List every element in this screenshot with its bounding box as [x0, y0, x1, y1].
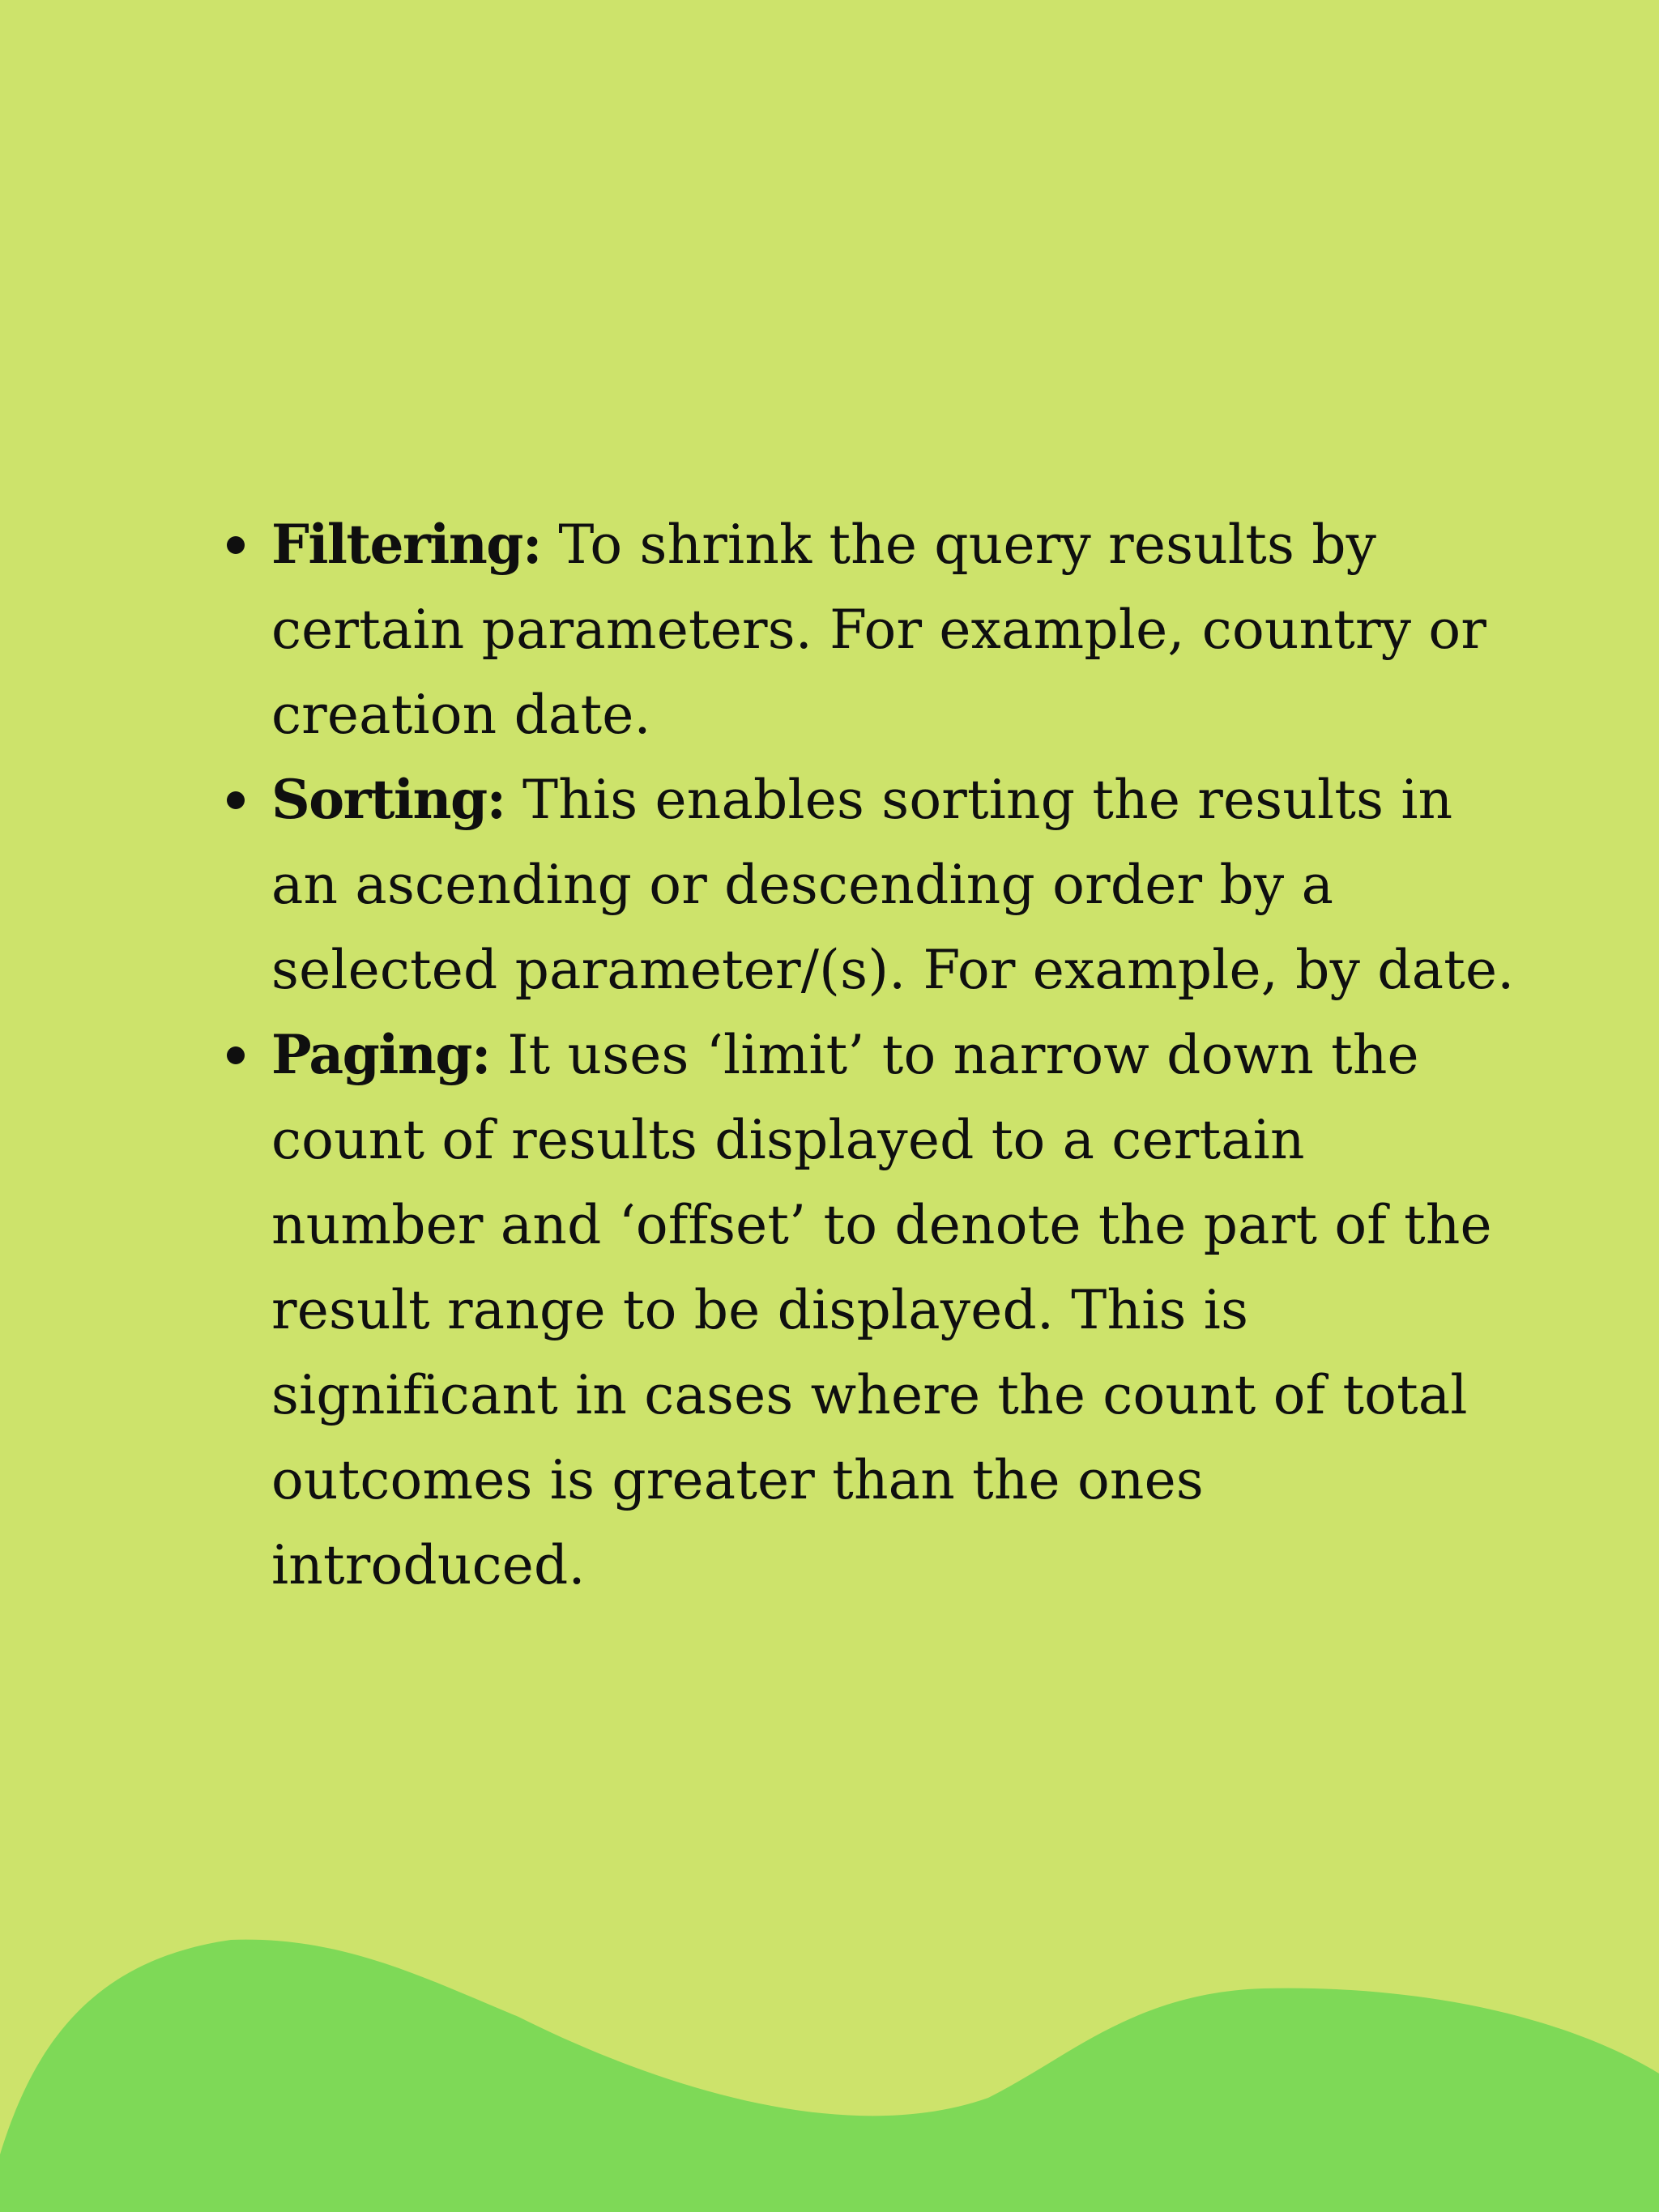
description-sorting: This enables sorting the results in an ascending or descending order by a selected parameter/(s). For example, by date.	[271, 769, 1515, 1001]
term-paging: Paging:	[271, 1023, 508, 1086]
description-filtering: To shrink the query results by certain parameters. For example, country or creation date.	[271, 514, 1487, 746]
term-filtering: Filtering:	[271, 513, 559, 576]
description-paging: It uses ‘limit’ to narrow down the count of results displayed to a certain number and ‘offset’ to denote the part of the result range to be displayed. This is significant in cases where the count of total outcomes is greater than the ones introduced.	[271, 1024, 1492, 1596]
term-sorting: Sorting:	[271, 768, 522, 831]
wave-shape	[0, 1940, 1659, 2212]
